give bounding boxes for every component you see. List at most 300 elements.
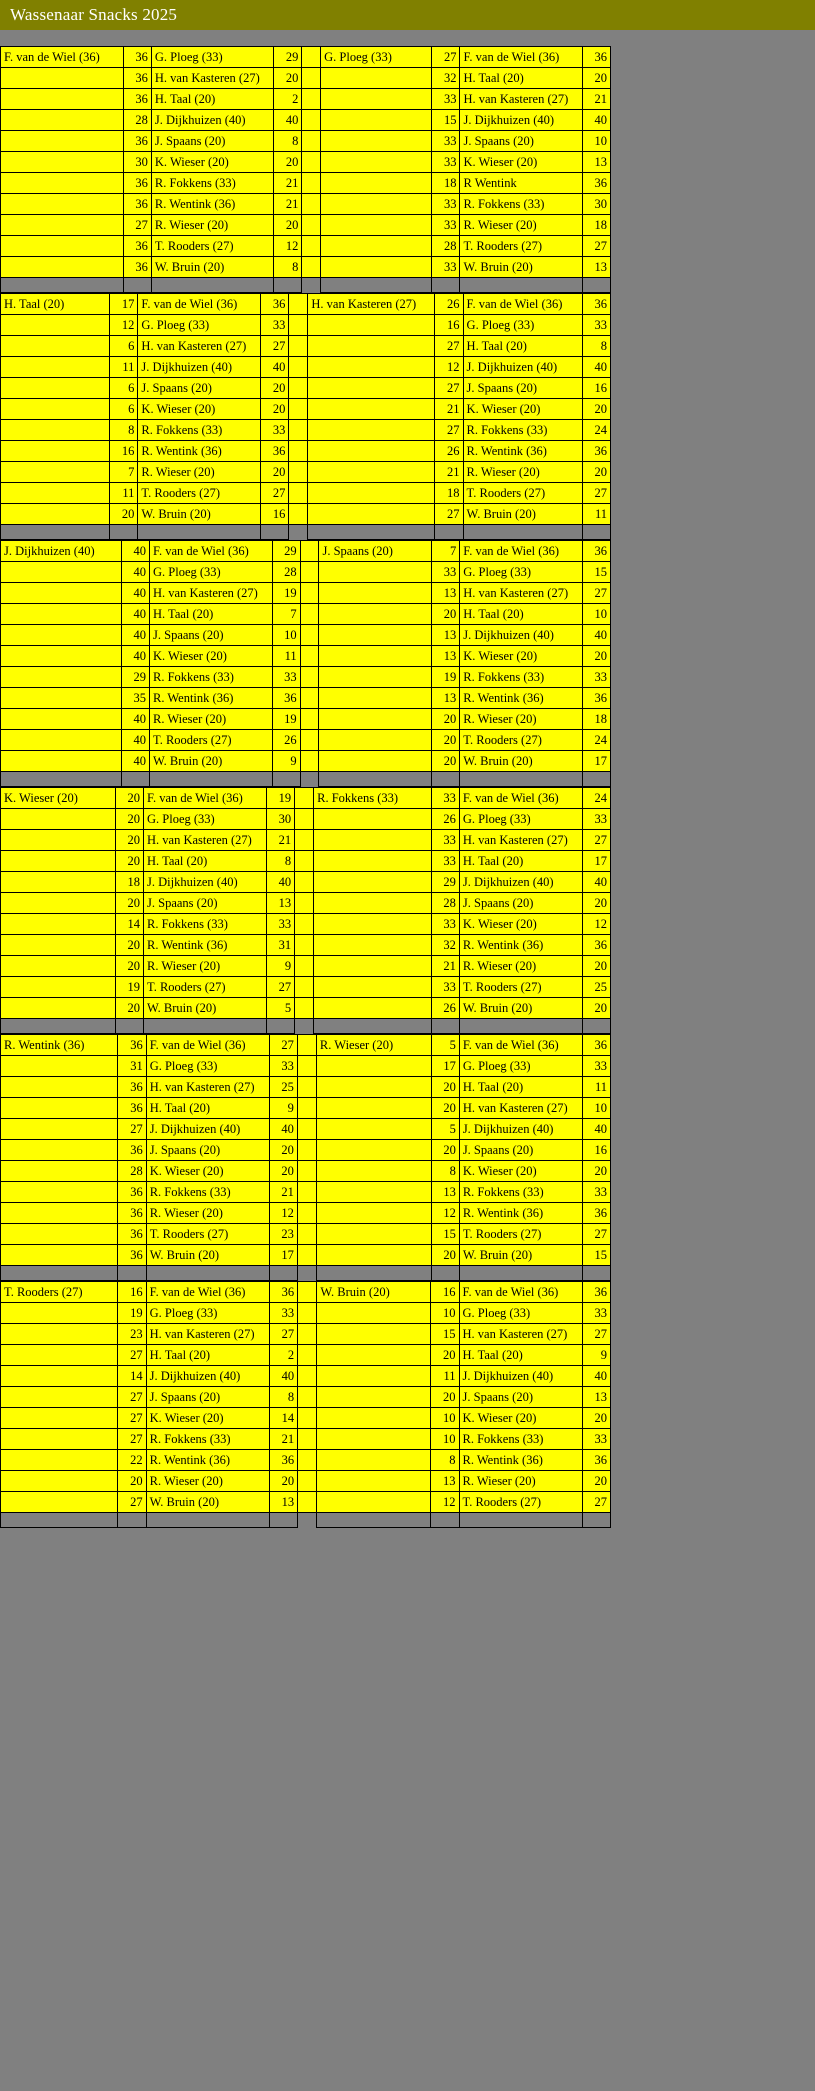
separator-cell — [582, 1019, 610, 1034]
right-opponent-name: K. Wieser (20) — [459, 1161, 582, 1182]
column-spacer — [289, 336, 308, 357]
right-opponent-name: H. Taal (20) — [460, 604, 583, 625]
right-opponent-name: R. Wentink (36) — [460, 688, 583, 709]
separator-cell — [459, 1019, 582, 1034]
column-spacer — [302, 257, 321, 278]
column-spacer — [295, 935, 314, 956]
right-own-score: 13 — [431, 1182, 459, 1203]
separator-cell — [321, 278, 432, 293]
right-own-score: 33 — [432, 194, 460, 215]
table-row — [1, 751, 611, 772]
right-opponent-score: 27 — [582, 830, 610, 851]
left-opponent-name: F. van de Wiel (36) — [150, 541, 273, 562]
column-spacer — [298, 1366, 317, 1387]
table-row — [1, 236, 611, 257]
left-opponent-score: 30 — [266, 809, 294, 830]
right-opponent-name: H. Taal (20) — [459, 1077, 582, 1098]
right-opponent-name: T. Rooders (27) — [460, 730, 583, 751]
right-own-score: 10 — [431, 1408, 459, 1429]
left-player-name-blank — [1, 893, 116, 914]
right-opponent-score: 40 — [582, 1119, 610, 1140]
left-opponent-score: 19 — [272, 583, 300, 604]
table-row — [1, 1471, 611, 1492]
left-own-score: 40 — [121, 751, 149, 772]
right-opponent-score: 16 — [582, 1140, 610, 1161]
left-opponent-name: J. Spaans (20) — [151, 131, 274, 152]
left-player-name-blank — [1, 1182, 118, 1203]
separator-cell — [1, 278, 124, 293]
left-player-name: K. Wieser (20) — [1, 788, 116, 809]
table-row — [1, 1492, 611, 1513]
separator-cell — [151, 278, 274, 293]
left-own-score: 17 — [110, 294, 138, 315]
table-row — [1, 1140, 611, 1161]
right-opponent-name: R. Fokkens (33) — [459, 1182, 582, 1203]
column-spacer — [295, 977, 314, 998]
right-opponent-score: 40 — [582, 872, 610, 893]
table-row — [1, 1119, 611, 1140]
right-opponent-score: 27 — [582, 236, 610, 257]
left-own-score: 36 — [123, 236, 151, 257]
left-own-score: 28 — [123, 110, 151, 131]
right-player-name-blank — [319, 625, 432, 646]
left-opponent-name: F. van de Wiel (36) — [146, 1282, 269, 1303]
left-opponent-name: F. van de Wiel (36) — [146, 1035, 269, 1056]
left-player-name-blank — [1, 1408, 118, 1429]
right-player-name: R. Fokkens (33) — [314, 788, 432, 809]
column-spacer — [302, 131, 321, 152]
right-player-name-blank — [308, 315, 435, 336]
right-player-name-blank — [321, 194, 432, 215]
left-opponent-score: 21 — [269, 1182, 297, 1203]
left-player-name-blank — [1, 378, 110, 399]
left-opponent-score: 21 — [269, 1429, 297, 1450]
left-opponent-name: W. Bruin (20) — [151, 257, 274, 278]
right-opponent-name: J. Dijkhuizen (40) — [459, 872, 582, 893]
table-row — [1, 504, 611, 525]
right-player-name: J. Spaans (20) — [319, 541, 432, 562]
separator-cell — [295, 1019, 314, 1034]
right-opponent-score: 20 — [582, 646, 610, 667]
right-opponent-score: 10 — [582, 604, 610, 625]
left-opponent-score: 27 — [269, 1324, 297, 1345]
right-opponent-score: 13 — [582, 152, 610, 173]
right-player-name-blank — [308, 420, 435, 441]
left-own-score: 40 — [121, 709, 149, 730]
right-opponent-score: 36 — [582, 1203, 610, 1224]
left-opponent-name: H. Taal (20) — [150, 604, 273, 625]
right-player-name-blank — [308, 483, 435, 504]
right-player-name-blank — [321, 131, 432, 152]
column-spacer — [300, 541, 319, 562]
right-opponent-name: R. Fokkens (33) — [463, 420, 582, 441]
left-opponent-name: R. Fokkens (33) — [144, 914, 267, 935]
column-spacer — [298, 1324, 317, 1345]
footer-band — [0, 1528, 815, 1546]
column-spacer — [298, 1429, 317, 1450]
right-own-score: 15 — [432, 110, 460, 131]
left-player-name-blank — [1, 1324, 118, 1345]
left-player-name: H. Taal (20) — [1, 294, 110, 315]
right-own-score: 27 — [435, 504, 463, 525]
right-own-score: 12 — [431, 1492, 459, 1513]
left-opponent-score: 40 — [269, 1366, 297, 1387]
right-own-score: 7 — [432, 541, 460, 562]
match-block — [0, 46, 611, 293]
left-own-score: 20 — [115, 809, 143, 830]
left-opponent-name: H. van Kasteren (27) — [150, 583, 273, 604]
right-player-name-blank — [308, 399, 435, 420]
right-opponent-score: 20 — [582, 893, 610, 914]
right-opponent-score: 24 — [582, 420, 610, 441]
separator-cell — [582, 1266, 610, 1281]
right-opponent-score: 36 — [582, 1035, 610, 1056]
right-own-score: 13 — [432, 583, 460, 604]
left-own-score: 19 — [115, 977, 143, 998]
left-opponent-name: G. Ploeg (33) — [151, 47, 274, 68]
column-spacer — [295, 872, 314, 893]
table-row — [1, 541, 611, 562]
left-opponent-name: R. Fokkens (33) — [146, 1182, 269, 1203]
left-own-score: 29 — [121, 667, 149, 688]
right-opponent-name: R. Wieser (20) — [459, 956, 582, 977]
right-opponent-score: 10 — [582, 131, 610, 152]
left-own-score: 36 — [123, 89, 151, 110]
separator-cell — [1, 1266, 118, 1281]
table-row — [1, 709, 611, 730]
page-title: Wassenaar Snacks 2025 — [10, 5, 178, 24]
right-own-score: 33 — [431, 830, 459, 851]
left-player-name-blank — [1, 1098, 118, 1119]
table-row — [1, 215, 611, 236]
right-own-score: 33 — [431, 851, 459, 872]
left-own-score: 23 — [118, 1324, 146, 1345]
right-player-name-blank — [314, 998, 432, 1019]
column-spacer — [297, 1224, 316, 1245]
right-player-name-blank — [316, 1140, 431, 1161]
right-opponent-name: F. van de Wiel (36) — [459, 1035, 582, 1056]
right-player-name-blank — [317, 1492, 431, 1513]
right-opponent-name: J. Dijkhuizen (40) — [460, 110, 583, 131]
left-player-name-blank — [1, 215, 124, 236]
right-own-score: 10 — [431, 1303, 459, 1324]
right-opponent-name: K. Wieser (20) — [460, 152, 583, 173]
separator-cell — [435, 525, 463, 540]
right-player-name-blank — [316, 1203, 431, 1224]
left-opponent-score: 8 — [266, 851, 294, 872]
left-player-name-blank — [1, 751, 122, 772]
table-row — [1, 462, 611, 483]
right-opponent-score: 21 — [582, 89, 610, 110]
left-opponent-score: 40 — [269, 1119, 297, 1140]
left-opponent-name: H. van Kasteren (27) — [138, 336, 261, 357]
right-own-score: 26 — [435, 294, 463, 315]
match-block — [0, 540, 611, 787]
left-own-score: 27 — [118, 1387, 146, 1408]
left-own-score: 36 — [118, 1182, 146, 1203]
right-own-score: 27 — [435, 378, 463, 399]
right-own-score: 10 — [431, 1429, 459, 1450]
column-spacer — [298, 1471, 317, 1492]
right-player-name-blank — [321, 110, 432, 131]
right-opponent-name: J. Spaans (20) — [463, 378, 582, 399]
left-player-name-blank — [1, 420, 110, 441]
left-own-score: 16 — [110, 441, 138, 462]
left-opponent-score: 26 — [272, 730, 300, 751]
right-own-score: 27 — [432, 47, 460, 68]
right-own-score: 32 — [431, 935, 459, 956]
left-opponent-name: R. Fokkens (33) — [150, 667, 273, 688]
table-row — [1, 1182, 611, 1203]
right-player-name-blank — [319, 730, 432, 751]
left-player-name-blank — [1, 89, 124, 110]
left-opponent-score: 27 — [266, 977, 294, 998]
left-opponent-name: G. Ploeg (33) — [144, 809, 267, 830]
left-opponent-score: 33 — [269, 1056, 297, 1077]
left-player-name-blank — [1, 1203, 118, 1224]
right-opponent-name: W. Bruin (20) — [460, 257, 583, 278]
left-opponent-name: T. Rooders (27) — [144, 977, 267, 998]
right-opponent-score: 36 — [582, 541, 610, 562]
right-player-name-blank — [321, 215, 432, 236]
table-row — [1, 173, 611, 194]
left-own-score: 36 — [118, 1077, 146, 1098]
left-player-name: J. Dijkhuizen (40) — [1, 541, 122, 562]
right-opponent-score: 33 — [582, 315, 610, 336]
right-player-name-blank — [314, 809, 432, 830]
left-opponent-name: G. Ploeg (33) — [150, 562, 273, 583]
column-spacer — [298, 1282, 317, 1303]
right-player-name-blank — [316, 1077, 431, 1098]
right-own-score: 33 — [431, 788, 459, 809]
column-spacer — [289, 504, 308, 525]
left-opponent-name: J. Spaans (20) — [146, 1140, 269, 1161]
right-opponent-name: K. Wieser (20) — [459, 1408, 582, 1429]
right-own-score: 20 — [431, 1140, 459, 1161]
right-player-name-blank — [308, 336, 435, 357]
right-own-score: 18 — [435, 483, 463, 504]
left-opponent-score: 11 — [272, 646, 300, 667]
right-player-name-blank — [308, 357, 435, 378]
right-own-score: 28 — [431, 893, 459, 914]
column-spacer — [298, 1345, 317, 1366]
right-player-name-blank — [316, 1182, 431, 1203]
right-player-name-blank — [319, 709, 432, 730]
separator-cell — [144, 1019, 267, 1034]
left-opponent-score: 8 — [274, 257, 302, 278]
right-opponent-name: R. Fokkens (33) — [459, 1429, 582, 1450]
table-row — [1, 1056, 611, 1077]
left-opponent-name: K. Wieser (20) — [146, 1161, 269, 1182]
column-spacer — [300, 646, 319, 667]
left-opponent-score: 36 — [261, 441, 289, 462]
separator-cell — [1, 525, 110, 540]
right-own-score: 27 — [435, 420, 463, 441]
left-player-name-blank — [1, 1450, 118, 1471]
right-own-score: 33 — [431, 914, 459, 935]
right-opponent-score: 13 — [582, 1387, 610, 1408]
separator-cell — [300, 772, 319, 787]
separator-cell — [314, 1019, 432, 1034]
right-opponent-score: 33 — [582, 1182, 610, 1203]
right-opponent-name: J. Dijkhuizen (40) — [459, 1366, 582, 1387]
left-player-name-blank — [1, 152, 124, 173]
left-player-name-blank — [1, 977, 116, 998]
left-own-score: 36 — [123, 194, 151, 215]
table-row — [1, 562, 611, 583]
left-opponent-name: R. Wieser (20) — [151, 215, 274, 236]
right-opponent-score: 8 — [582, 336, 610, 357]
right-opponent-name: T. Rooders (27) — [459, 1224, 582, 1245]
column-spacer — [297, 1119, 316, 1140]
separator-cell — [269, 1266, 297, 1281]
left-opponent-name: F. van de Wiel (36) — [144, 788, 267, 809]
right-player-name-blank — [316, 1098, 431, 1119]
column-spacer — [289, 462, 308, 483]
block-separator — [1, 278, 611, 293]
left-player-name-blank — [1, 709, 122, 730]
right-player-name-blank — [308, 441, 435, 462]
left-player-name-blank — [1, 625, 122, 646]
table-row — [1, 688, 611, 709]
column-spacer — [300, 667, 319, 688]
right-opponent-name: R. Wentink (36) — [463, 441, 582, 462]
left-own-score: 27 — [123, 215, 151, 236]
column-spacer — [289, 441, 308, 462]
right-opponent-name: K. Wieser (20) — [459, 914, 582, 935]
separator-cell — [463, 525, 582, 540]
right-own-score: 20 — [432, 730, 460, 751]
right-opponent-score: 36 — [582, 935, 610, 956]
right-player-name-blank — [319, 604, 432, 625]
column-spacer — [289, 399, 308, 420]
right-opponent-score: 18 — [582, 709, 610, 730]
right-opponent-name: W. Bruin (20) — [463, 504, 582, 525]
left-opponent-score: 33 — [261, 315, 289, 336]
table-row — [1, 1035, 611, 1056]
separator-cell — [118, 1266, 146, 1281]
column-spacer — [289, 483, 308, 504]
right-own-score: 20 — [431, 1098, 459, 1119]
column-spacer — [297, 1035, 316, 1056]
right-own-score: 11 — [431, 1366, 459, 1387]
left-own-score: 36 — [123, 257, 151, 278]
left-opponent-score: 28 — [272, 562, 300, 583]
column-spacer — [302, 236, 321, 257]
right-own-score: 13 — [432, 646, 460, 667]
left-player-name-blank — [1, 257, 124, 278]
right-player-name-blank — [317, 1324, 431, 1345]
left-opponent-name: W. Bruin (20) — [150, 751, 273, 772]
right-opponent-score: 20 — [582, 399, 610, 420]
column-spacer — [302, 152, 321, 173]
right-opponent-score: 27 — [582, 1224, 610, 1245]
left-own-score: 22 — [118, 1450, 146, 1471]
table-row — [1, 914, 611, 935]
left-player-name-blank — [1, 1245, 118, 1266]
column-spacer — [300, 625, 319, 646]
separator-cell — [582, 772, 610, 787]
right-opponent-name: R. Wieser (20) — [459, 1471, 582, 1492]
right-player-name-blank — [308, 378, 435, 399]
left-opponent-name: J. Spaans (20) — [144, 893, 267, 914]
left-player-name-blank — [1, 872, 116, 893]
left-player-name-blank — [1, 1119, 118, 1140]
right-opponent-score: 11 — [582, 1077, 610, 1098]
left-player-name-blank — [1, 131, 124, 152]
left-own-score: 20 — [115, 830, 143, 851]
right-player-name: R. Wieser (20) — [316, 1035, 431, 1056]
right-opponent-score: 27 — [582, 483, 610, 504]
separator-cell — [272, 772, 300, 787]
right-player-name-blank — [319, 751, 432, 772]
right-opponent-name: H. van Kasteren (27) — [460, 583, 583, 604]
left-opponent-name: W. Bruin (20) — [146, 1492, 269, 1513]
right-opponent-name: T. Rooders (27) — [459, 1492, 582, 1513]
separator-cell — [297, 1266, 316, 1281]
block-separator — [1, 772, 611, 787]
left-opponent-score: 33 — [272, 667, 300, 688]
left-own-score: 11 — [110, 357, 138, 378]
left-player-name-blank — [1, 998, 116, 1019]
right-player-name-blank — [321, 89, 432, 110]
left-player-name-blank — [1, 1224, 118, 1245]
left-own-score: 36 — [118, 1245, 146, 1266]
left-own-score: 14 — [118, 1366, 146, 1387]
right-own-score: 12 — [435, 357, 463, 378]
right-own-score: 28 — [432, 236, 460, 257]
right-player-name-blank — [314, 914, 432, 935]
table-row — [1, 830, 611, 851]
separator-cell — [150, 772, 273, 787]
column-spacer — [297, 1077, 316, 1098]
left-opponent-name: K. Wieser (20) — [146, 1408, 269, 1429]
left-player-name-blank — [1, 236, 124, 257]
left-opponent-name: J. Dijkhuizen (40) — [144, 872, 267, 893]
match-block — [0, 787, 611, 1034]
left-opponent-name: R. Wieser (20) — [144, 956, 267, 977]
column-spacer — [302, 194, 321, 215]
right-player-name-blank — [316, 1245, 431, 1266]
right-opponent-name: H. van Kasteren (27) — [459, 1098, 582, 1119]
right-opponent-name: H. Taal (20) — [460, 68, 583, 89]
right-player-name-blank — [321, 236, 432, 257]
left-opponent-score: 33 — [261, 420, 289, 441]
right-own-score: 15 — [431, 1224, 459, 1245]
right-opponent-score: 30 — [582, 194, 610, 215]
left-opponent-name: T. Rooders (27) — [138, 483, 261, 504]
left-own-score: 28 — [118, 1161, 146, 1182]
right-own-score: 8 — [431, 1450, 459, 1471]
table-row — [1, 667, 611, 688]
right-player-name-blank — [316, 1161, 431, 1182]
left-own-score: 14 — [115, 914, 143, 935]
left-player-name-blank — [1, 604, 122, 625]
right-player-name-blank — [319, 583, 432, 604]
left-opponent-name: F. van de Wiel (36) — [138, 294, 261, 315]
right-opponent-name: H. Taal (20) — [463, 336, 582, 357]
right-own-score: 20 — [431, 1245, 459, 1266]
left-opponent-score: 19 — [272, 709, 300, 730]
left-player-name-blank — [1, 1471, 118, 1492]
left-player-name-blank — [1, 483, 110, 504]
left-opponent-score: 27 — [261, 336, 289, 357]
left-own-score: 20 — [115, 893, 143, 914]
right-own-score: 32 — [432, 68, 460, 89]
left-player-name-blank — [1, 830, 116, 851]
block-separator — [1, 525, 611, 540]
column-spacer — [298, 1450, 317, 1471]
